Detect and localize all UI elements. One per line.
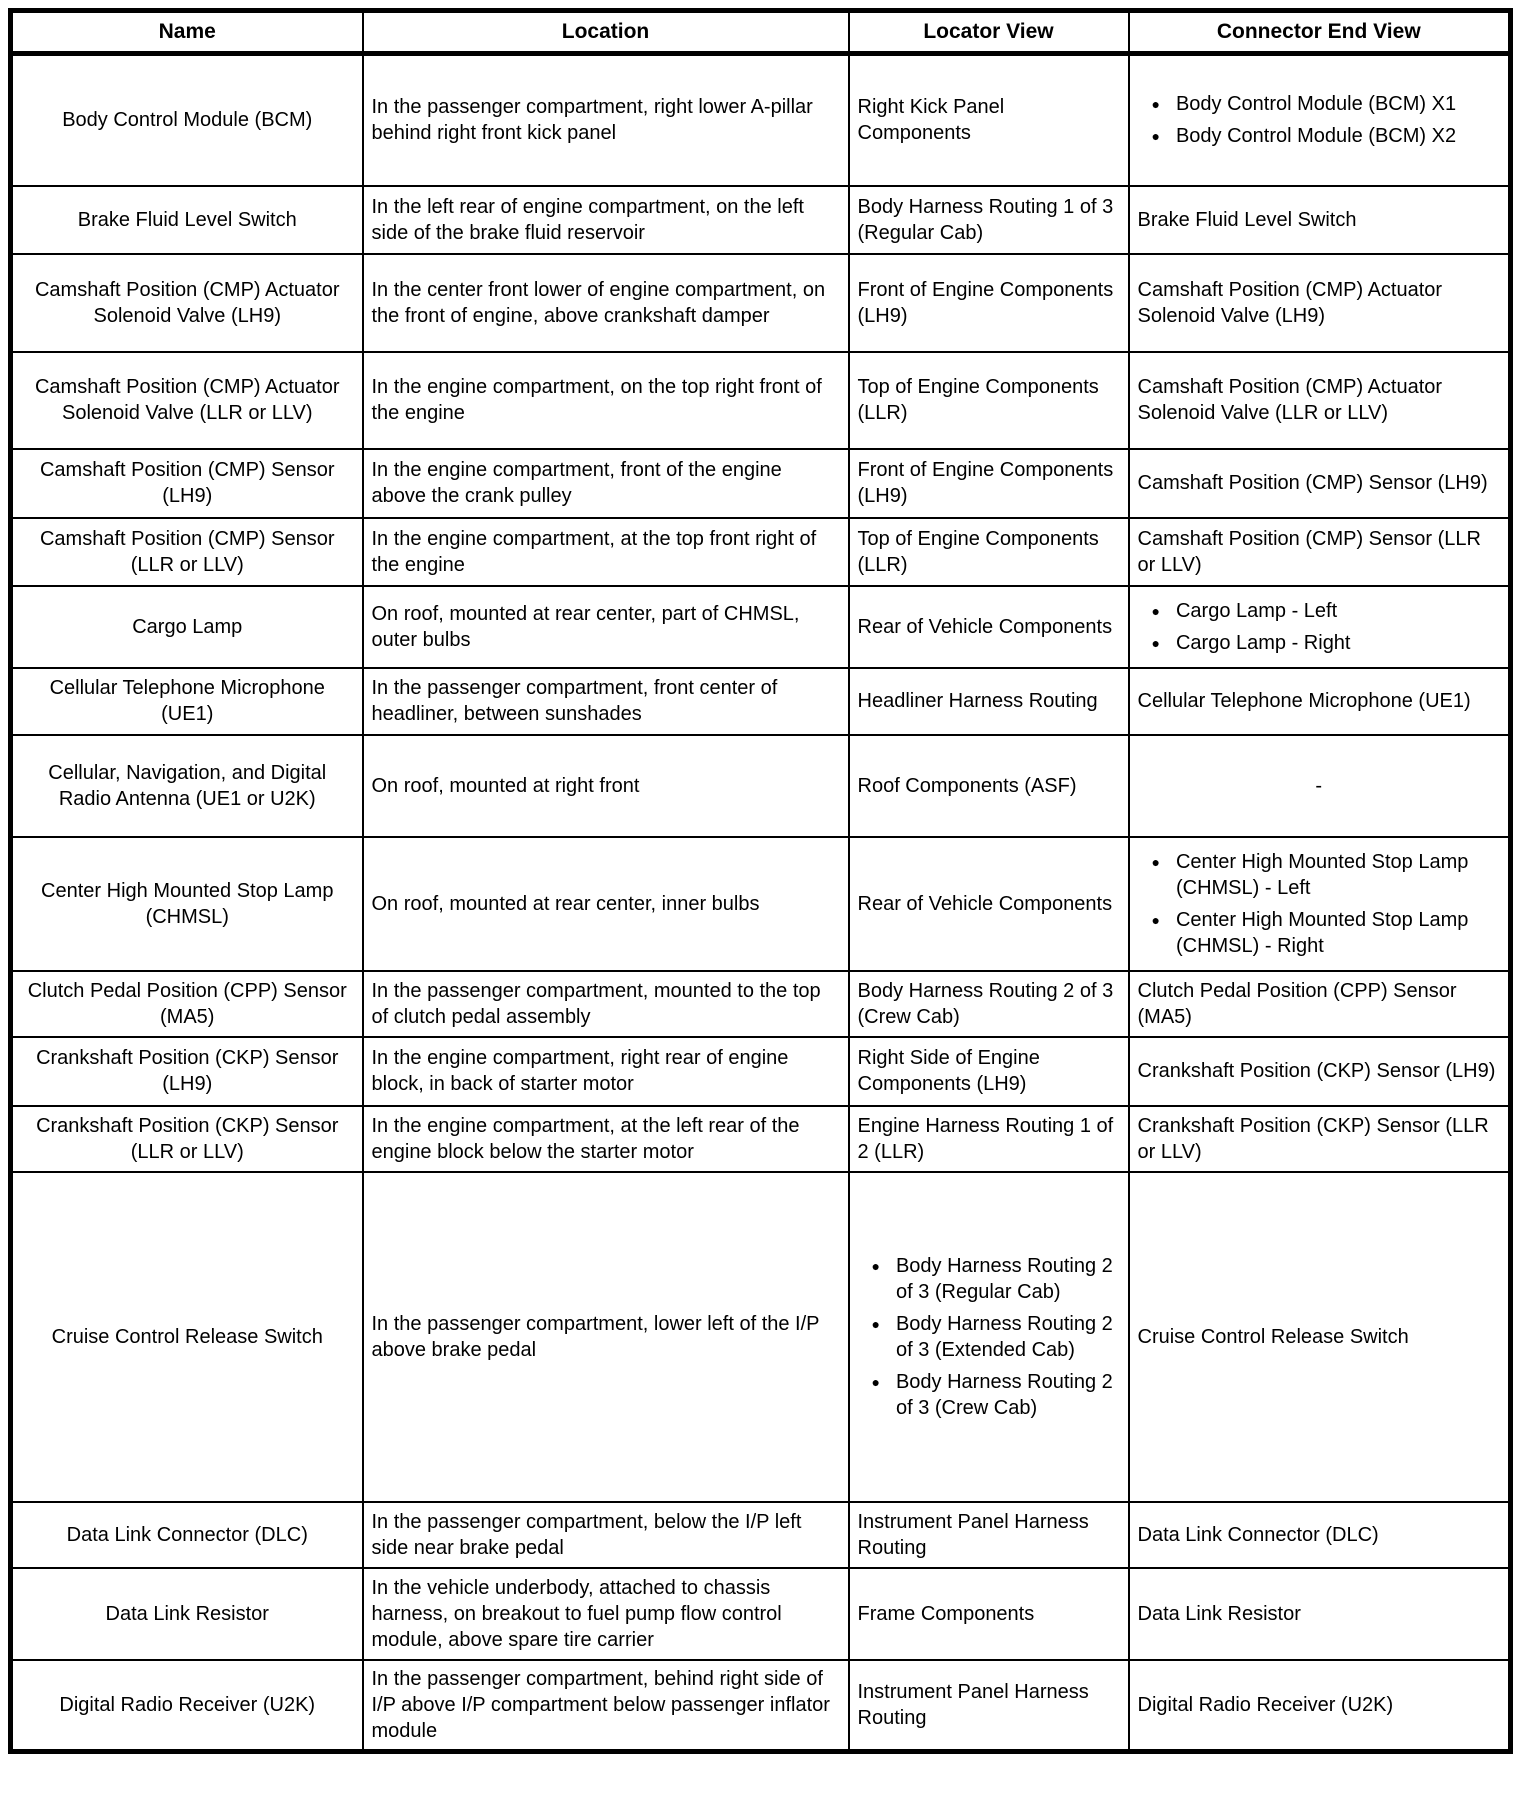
table-row: [11, 449, 1511, 518]
location-cell: In the passenger compartment, front center of headliner, between sunshades: [363, 668, 849, 735]
bullet-list: [858, 1253, 1120, 1421]
bullet-item: [1152, 598, 1501, 624]
name-cell: Crankshaft Position (CKP) Sensor (LH9): [11, 1037, 363, 1106]
connector-end-view-cell: Camshaft Position (CMP) Actuator Solenoid Valve (LLR or LLV): [1129, 352, 1511, 449]
table-row: [11, 1660, 1511, 1752]
name-cell: Cellular Telephone Microphone (UE1): [11, 668, 363, 735]
table-row: [11, 668, 1511, 735]
column-header-location: Location: [363, 11, 849, 54]
connector-end-view-cell: -: [1129, 735, 1511, 837]
header-row: [11, 11, 1511, 54]
connector-end-view-cell: [1129, 837, 1511, 971]
bullet-list: [1138, 849, 1501, 959]
table-body: [11, 54, 1511, 1752]
name-cell: Brake Fluid Level Switch: [11, 186, 363, 254]
location-cell: In the center front lower of engine compartment, on the front of engine, above crankshaft damper: [363, 254, 849, 352]
locator-view-cell: Rear of Vehicle Components: [849, 837, 1129, 971]
bullet-item: [1152, 907, 1501, 959]
connector-end-view-cell: Camshaft Position (CMP) Actuator Solenoid Valve (LH9): [1129, 254, 1511, 352]
bullet-icon: ●: [1151, 602, 1160, 619]
bullet-list: [1138, 91, 1501, 149]
bullet-item-label: Body Harness Routing 2 of 3 (Regular Cab): [895, 1254, 1113, 1303]
table-row: [11, 971, 1511, 1037]
column-header-connector-end-view: Connector End View: [1129, 11, 1511, 54]
bullet-item: [1152, 849, 1501, 901]
bullet-item: [1152, 123, 1501, 149]
locator-view-cell: Body Harness Routing 1 of 3 (Regular Cab): [849, 186, 1129, 254]
table-row: [11, 1106, 1511, 1172]
connector-end-view-cell: Data Link Resistor: [1129, 1568, 1511, 1660]
connector-end-view-cell: [1129, 54, 1511, 186]
bullet-item: [872, 1253, 1120, 1305]
location-cell: On roof, mounted at right front: [363, 735, 849, 837]
table-header: [11, 11, 1511, 54]
table-row: [11, 186, 1511, 254]
name-cell: Cellular, Navigation, and Digital Radio Antenna (UE1 or U2K): [11, 735, 363, 837]
locator-view-cell: [849, 1172, 1129, 1502]
locator-view-cell: Engine Harness Routing 1 of 2 (LLR): [849, 1106, 1129, 1172]
connector-end-view-cell: [1129, 586, 1511, 668]
connector-end-view-cell: Camshaft Position (CMP) Sensor (LLR or LLV): [1129, 518, 1511, 586]
bullet-item-label: Center High Mounted Stop Lamp (CHMSL) - Left: [1175, 850, 1469, 899]
connector-end-view-cell: Crankshaft Position (CKP) Sensor (LH9): [1129, 1037, 1511, 1106]
locator-view-cell: Right Kick Panel Components: [849, 54, 1129, 186]
bullet-icon: ●: [1151, 853, 1160, 870]
bullet-item-label: Body Control Module (BCM) X2: [1175, 125, 1457, 148]
table-row: [11, 735, 1511, 837]
locator-view-cell: Body Harness Routing 2 of 3 (Crew Cab): [849, 971, 1129, 1037]
bullet-icon: ●: [871, 1373, 880, 1390]
bullet-icon: ●: [871, 1315, 880, 1332]
column-header-name: Name: [11, 11, 363, 54]
locator-view-cell: Instrument Panel Harness Routing: [849, 1502, 1129, 1568]
name-cell: Cruise Control Release Switch: [11, 1172, 363, 1502]
name-cell: Clutch Pedal Position (CPP) Sensor (MA5): [11, 971, 363, 1037]
bullet-item-label: Body Control Module (BCM) X1: [1175, 93, 1457, 116]
bullet-item-label: Cargo Lamp - Left: [1175, 599, 1338, 622]
location-cell: In the engine compartment, right rear of engine block, in back of starter motor: [363, 1037, 849, 1106]
bullet-item: [1152, 630, 1501, 656]
location-cell: In the engine compartment, on the top right front of the engine: [363, 352, 849, 449]
name-cell: Cargo Lamp: [11, 586, 363, 668]
bullet-icon: ●: [1151, 911, 1160, 928]
bullet-list: [1138, 598, 1501, 656]
table-row: [11, 1502, 1511, 1568]
name-cell: Camshaft Position (CMP) Actuator Solenoid Valve (LH9): [11, 254, 363, 352]
location-cell: In the passenger compartment, right lower A-pillar behind right front kick panel: [363, 54, 849, 186]
locator-view-cell: Front of Engine Components (LH9): [849, 254, 1129, 352]
name-cell: Camshaft Position (CMP) Sensor (LH9): [11, 449, 363, 518]
connector-end-view-cell: Digital Radio Receiver (U2K): [1129, 1660, 1511, 1752]
locator-view-cell: Instrument Panel Harness Routing: [849, 1660, 1129, 1752]
name-cell: Data Link Resistor: [11, 1568, 363, 1660]
bullet-icon: ●: [1151, 128, 1160, 145]
table-row: [11, 837, 1511, 971]
bullet-item-label: Body Harness Routing 2 of 3 (Crew Cab): [895, 1370, 1113, 1419]
table-row: [11, 586, 1511, 668]
locator-view-cell: Top of Engine Components (LLR): [849, 518, 1129, 586]
locator-view-cell: Rear of Vehicle Components: [849, 586, 1129, 668]
component-locator-table: [8, 8, 1513, 1754]
bullet-item: [872, 1369, 1120, 1421]
bullet-item-label: Body Harness Routing 2 of 3 (Extended Cab): [895, 1312, 1113, 1361]
location-cell: In the engine compartment, at the top front right of the engine: [363, 518, 849, 586]
location-cell: In the engine compartment, front of the engine above the crank pulley: [363, 449, 849, 518]
connector-end-view-cell: Data Link Connector (DLC): [1129, 1502, 1511, 1568]
table-row: [11, 54, 1511, 186]
location-cell: In the passenger compartment, lower left of the I/P above brake pedal: [363, 1172, 849, 1502]
name-cell: Camshaft Position (CMP) Actuator Solenoid Valve (LLR or LLV): [11, 352, 363, 449]
connector-end-view-cell: Brake Fluid Level Switch: [1129, 186, 1511, 254]
locator-view-cell: Front of Engine Components (LH9): [849, 449, 1129, 518]
locator-view-cell: Headliner Harness Routing: [849, 668, 1129, 735]
locator-view-cell: Top of Engine Components (LLR): [849, 352, 1129, 449]
location-cell: On roof, mounted at rear center, inner bulbs: [363, 837, 849, 971]
locator-view-cell: Right Side of Engine Components (LH9): [849, 1037, 1129, 1106]
column-header-locator-view: Locator View: [849, 11, 1129, 54]
bullet-item: [872, 1311, 1120, 1363]
name-cell: Body Control Module (BCM): [11, 54, 363, 186]
connector-end-view-cell: Clutch Pedal Position (CPP) Sensor (MA5): [1129, 971, 1511, 1037]
connector-end-view-cell: Crankshaft Position (CKP) Sensor (LLR or LLV): [1129, 1106, 1511, 1172]
location-cell: In the engine compartment, at the left rear of the engine block below the starter motor: [363, 1106, 849, 1172]
location-cell: In the passenger compartment, behind right side of I/P above I/P compartment below passenger inflator module: [363, 1660, 849, 1752]
table-row: [11, 352, 1511, 449]
locator-view-cell: Frame Components: [849, 1568, 1129, 1660]
connector-end-view-cell: Cruise Control Release Switch: [1129, 1172, 1511, 1502]
table-row: [11, 1172, 1511, 1502]
name-cell: Center High Mounted Stop Lamp (CHMSL): [11, 837, 363, 971]
name-cell: Camshaft Position (CMP) Sensor (LLR or LLV): [11, 518, 363, 586]
table-row: [11, 1568, 1511, 1660]
name-cell: Crankshaft Position (CKP) Sensor (LLR or LLV): [11, 1106, 363, 1172]
bullet-icon: ●: [1151, 634, 1160, 651]
table-row: [11, 518, 1511, 586]
locator-view-cell: Roof Components (ASF): [849, 735, 1129, 837]
bullet-icon: ●: [1151, 96, 1160, 113]
table-row: [11, 254, 1511, 352]
bullet-item: [1152, 91, 1501, 117]
location-cell: In the passenger compartment, below the I/P left side near brake pedal: [363, 1502, 849, 1568]
bullet-item-label: Center High Mounted Stop Lamp (CHMSL) - Right: [1175, 908, 1469, 957]
bullet-icon: ●: [871, 1257, 880, 1274]
table-row: [11, 1037, 1511, 1106]
location-cell: In the vehicle underbody, attached to chassis harness, on breakout to fuel pump flow control module, above spare tire carrier: [363, 1568, 849, 1660]
location-cell: In the passenger compartment, mounted to the top of clutch pedal assembly: [363, 971, 849, 1037]
location-cell: On roof, mounted at rear center, part of CHMSL, outer bulbs: [363, 586, 849, 668]
connector-end-view-cell: Cellular Telephone Microphone (UE1): [1129, 668, 1511, 735]
bullet-item-label: Cargo Lamp - Right: [1175, 631, 1351, 654]
connector-end-view-cell: Camshaft Position (CMP) Sensor (LH9): [1129, 449, 1511, 518]
location-cell: In the left rear of engine compartment, on the left side of the brake fluid reservoir: [363, 186, 849, 254]
name-cell: Data Link Connector (DLC): [11, 1502, 363, 1568]
name-cell: Digital Radio Receiver (U2K): [11, 1660, 363, 1752]
